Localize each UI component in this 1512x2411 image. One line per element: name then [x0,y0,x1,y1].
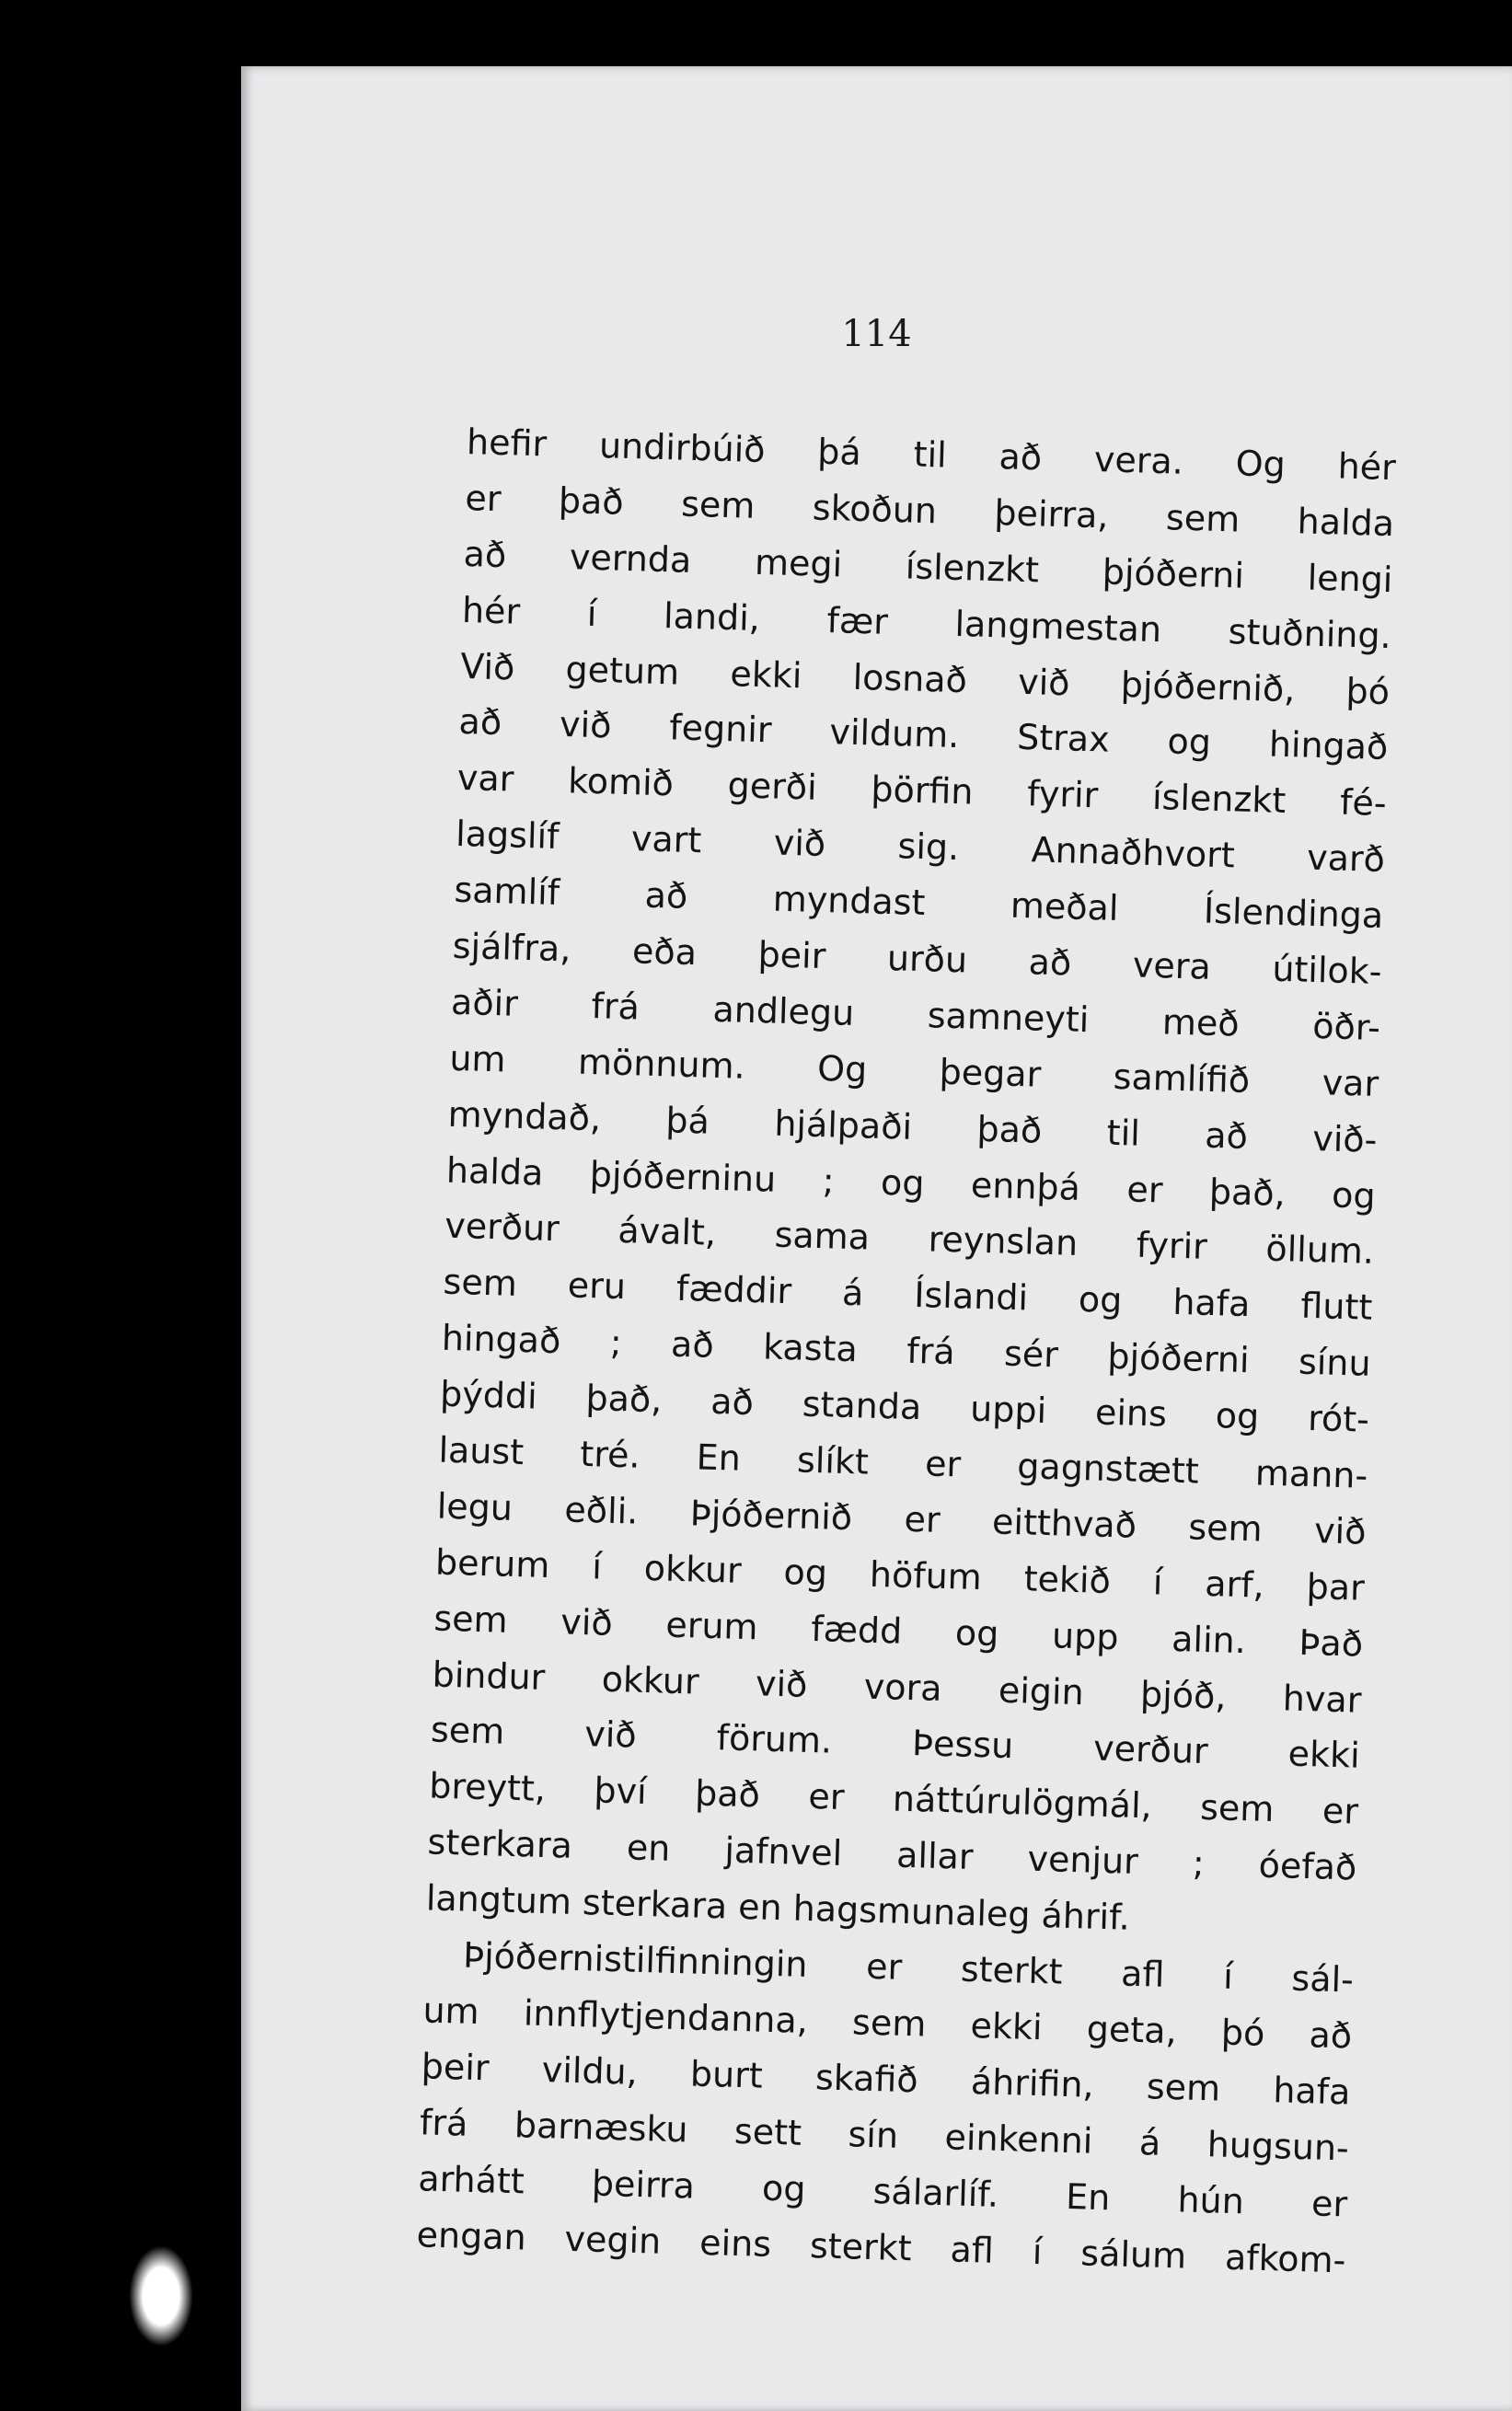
text-line: sem við erum fædd og upp alin. Það [433,1598,1364,1665]
text-line: Við getum ekki losnað við þjóðernið, þó [459,645,1391,712]
text-line: um mönnum. Og þegar samlífið var [448,1037,1379,1104]
text-line: um innflytjendanna, sem ekki geta, þó að [421,1990,1353,2057]
text-line: laust tré. En slíkt er gagnstætt mann- [437,1429,1368,1496]
text-line: þeir vildu, burt skafið áhrifin, sem hafa [421,2046,1352,2113]
text-line: sem eru fæddir á Íslandi og hafa flutt [443,1262,1373,1329]
text-line: samlíf að myndast meðal Íslendinga [453,869,1384,937]
text-line: Þjóðernistilfinningin er sterkt afl í sál- [462,1934,1355,2001]
scan-artifact [129,2245,193,2347]
page-number: 114 [841,313,912,355]
text-line: hefir undirbúið þá til að vera. Og hér [466,421,1397,489]
text-line: að vernda megi íslenzkt þjóðerni lengi [463,533,1393,600]
text-line: hingað ; að kasta frá sér þjóðerni sínu [441,1317,1372,1385]
text-line: arhátt þeirra og sálarlíf. En hún er [417,2157,1348,2225]
text-line: er það sem skoðun þeirra, sem halda [464,477,1395,545]
text-line: legu eðli. Þjóðernið er eitthvað sem við [436,1485,1368,1552]
body-text [416,414,1397,2289]
text-line: frá barnæsku sett sín einkenni á hugsun- [419,2102,1350,2169]
text-line: sterkara en jafnvel allar venjur ; óefað [427,1821,1357,1888]
text-line: að við fegnir vildum. Strax og hingað [458,701,1389,768]
text-line: þýddi það, að standa uppi eins og rót- [439,1373,1370,1440]
text-line: lagslíf vart við sig. Annaðhvort varð [455,813,1386,881]
text-line: sem við förum. Þessu verður ekki [430,1709,1361,1777]
text-line: berum í okkur og höfum tekið í arf, þar [434,1541,1366,1609]
text-line: verður ávalt, sama reynslan fyrir öllum. [444,1206,1375,1273]
text-line: var komið gerði þörfin fyrir íslenzkt fé- [456,757,1388,825]
text-line: aðir frá andlegu samneyti með öðr- [450,981,1381,1048]
text-line: hér í landi, fær langmestan stuðning. [461,589,1392,656]
text-line: breytt, því það er náttúrulögmál, sem er [428,1765,1359,1832]
text-line: halda þjóðerninu ; og ennþá er það, og [445,1149,1377,1217]
text-line: langtum sterkara en hagsmunaleg áhrif. [425,1877,1131,1938]
text-line: sjálfra, eða þeir urðu að vera útilok- [452,925,1383,992]
text-line: myndað, þá hjálpaði það til að við- [447,1093,1378,1160]
text-line: engan vegin eins sterkt afl í sálum afkom- [416,2213,1346,2280]
text-line: bindur okkur við vora eigin þjóð, hvar [432,1654,1362,1721]
